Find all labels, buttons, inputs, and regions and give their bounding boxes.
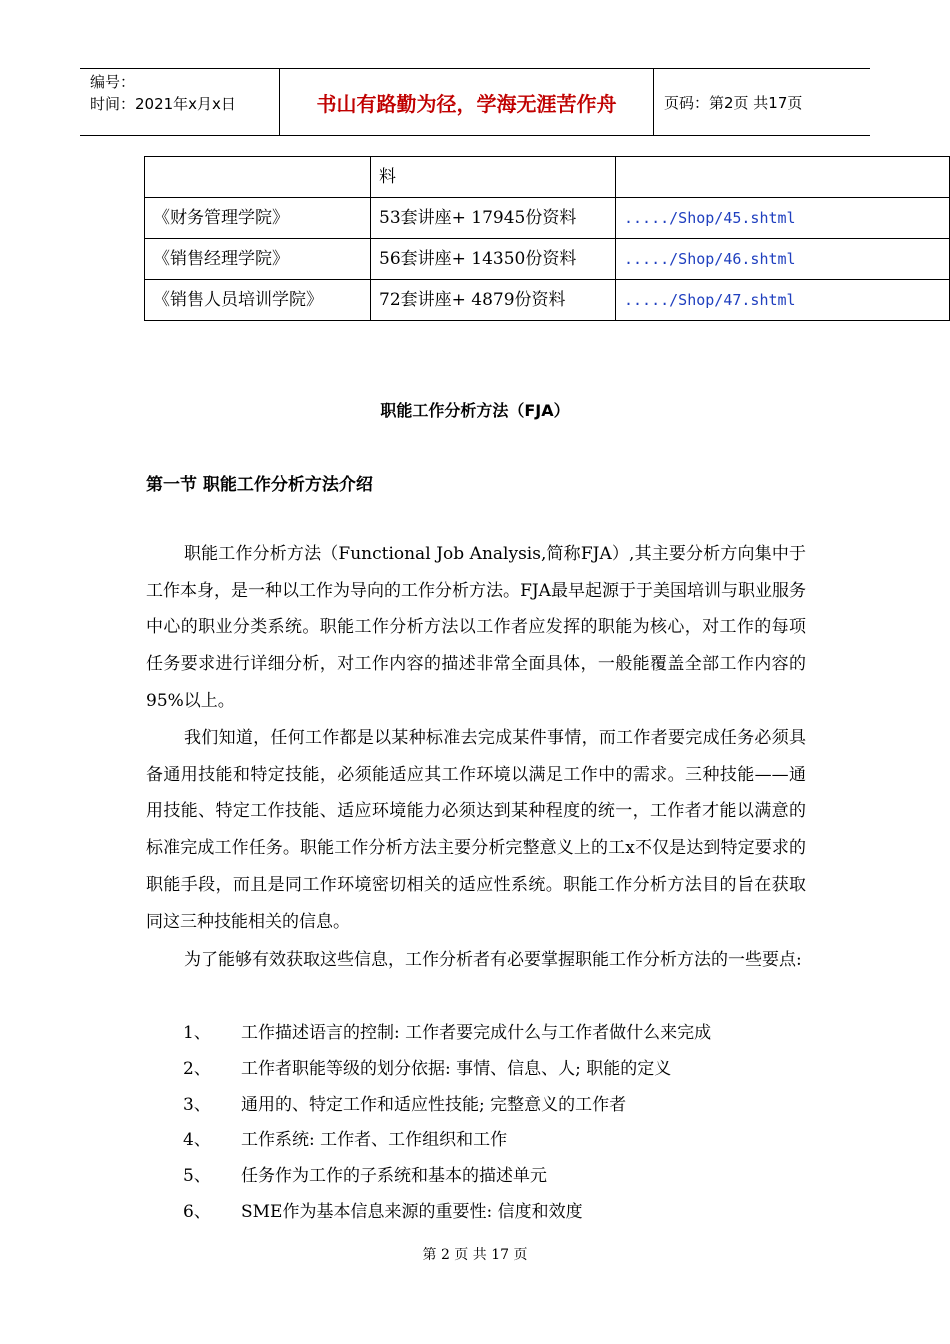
list-item [146,1195,846,1231]
table-cell-link[interactable] [616,280,950,321]
table-cell-content: 料 [371,157,616,198]
list-item [146,1052,846,1088]
table-row [145,157,950,198]
list-item [146,1123,846,1159]
resource-table [144,156,950,321]
shop-link[interactable]: ...../Shop/47.shtml [624,291,796,309]
page-header [80,68,870,136]
paragraph: 我们知道，任何工作都是以某种标准去完成某件事情，而工作者要完成任务必须具备通用技能和特定技能，必须能适应其工作环境以满足工作中的需求。三种技能——通用技能、特定工作技能、适应环境能力必须达到某种程度的统一，工作者才能以满意的标准完成工作任务。职能工作分析方法主要分析完整意义上的工x不仅是达到特定要求的职能手段，而且是同工作环境密切相关的适应性系统。职能工作分析方法目的旨在获取同这三种技能相关的信息。 [146,728,806,932]
list-item [146,1088,846,1124]
shop-link[interactable]: ...../Shop/45.shtml [624,209,796,227]
section-heading: 第一节 职能工作分析方法介绍 [146,475,373,495]
table-cell-link[interactable] [616,239,950,280]
header-motto: 书山有路勤为径，学海无涯苦作舟 [280,69,654,135]
header-meta [80,69,280,135]
table-cell-link [616,157,950,198]
paragraph: 职能工作分析方法（Functional Job Analysis,简称FJA）,其主要分析方向集中于工作本身，是一种以工作为导向的工作分析方法。FJA最早起源于于美国培训与职业服务中心的职业分类系统。职能工作分析方法以工作者应发挥的职能为核心，对工作的每项任务要求进行详细分析，对工作内容的描述非常全面具体，一般能覆盖全部工作内容的95%以上。 [146,544,806,711]
list-number: 5、 [183,1166,211,1187]
list-text: 工作描述语言的控制: 工作者要完成什么与工作者做什么来完成 [241,1023,712,1043]
list-number: 1、 [183,1023,211,1043]
shop-link[interactable]: ...../Shop/46.shtml [624,250,796,268]
list-text: 工作者职能等级的划分依据: 事情、信息、人; 职能的定义 [241,1058,672,1079]
table-row [145,280,950,321]
paragraph: 为了能够有效获取这些信息，工作分析者有必要掌握职能工作分析方法的一些要点: [184,950,802,970]
table-cell-name: 《销售人员培训学院》 [145,280,371,321]
page-footer: 第 2 页 共 17 页 [422,1247,528,1263]
header-page-number: 页码：第2页 共17页 [664,93,803,112]
table-row [145,198,950,239]
list-text: 任务作为工作的子系统和基本的描述单元 [241,1166,547,1187]
list-item [146,1159,846,1195]
list-number: 3、 [183,1094,211,1115]
table-cell-content: 56套讲座+ 14350份资料 [371,239,616,280]
table-cell-name [145,157,371,198]
table-cell-content: 72套讲座+ 4879份资料 [371,280,616,321]
table-cell-link[interactable] [616,198,950,239]
key-points-list [146,1016,846,1231]
table-cell-name: 《财务管理学院》 [145,198,371,239]
header-code: 编号： [90,73,136,91]
table-cell-name: 《销售经理学院》 [145,239,371,280]
list-text: SME作为基本信息来源的重要性: 信度和效度 [241,1201,583,1222]
document-title: 职能工作分析方法（FJA） [380,401,570,420]
list-item [146,1016,846,1052]
list-text: 通用的、特定工作和适应性技能; 完整意义的工作者 [241,1094,627,1115]
list-number: 6、 [183,1201,211,1222]
list-number: 2、 [183,1058,211,1079]
table-row [145,239,950,280]
table-cell-content: 53套讲座+ 17945份资料 [371,198,616,239]
header-date: 时间：2021年x月x日 [90,95,236,113]
list-number: 4、 [183,1130,211,1151]
list-text: 工作系统: 工作者、工作组织和工作 [241,1130,508,1151]
